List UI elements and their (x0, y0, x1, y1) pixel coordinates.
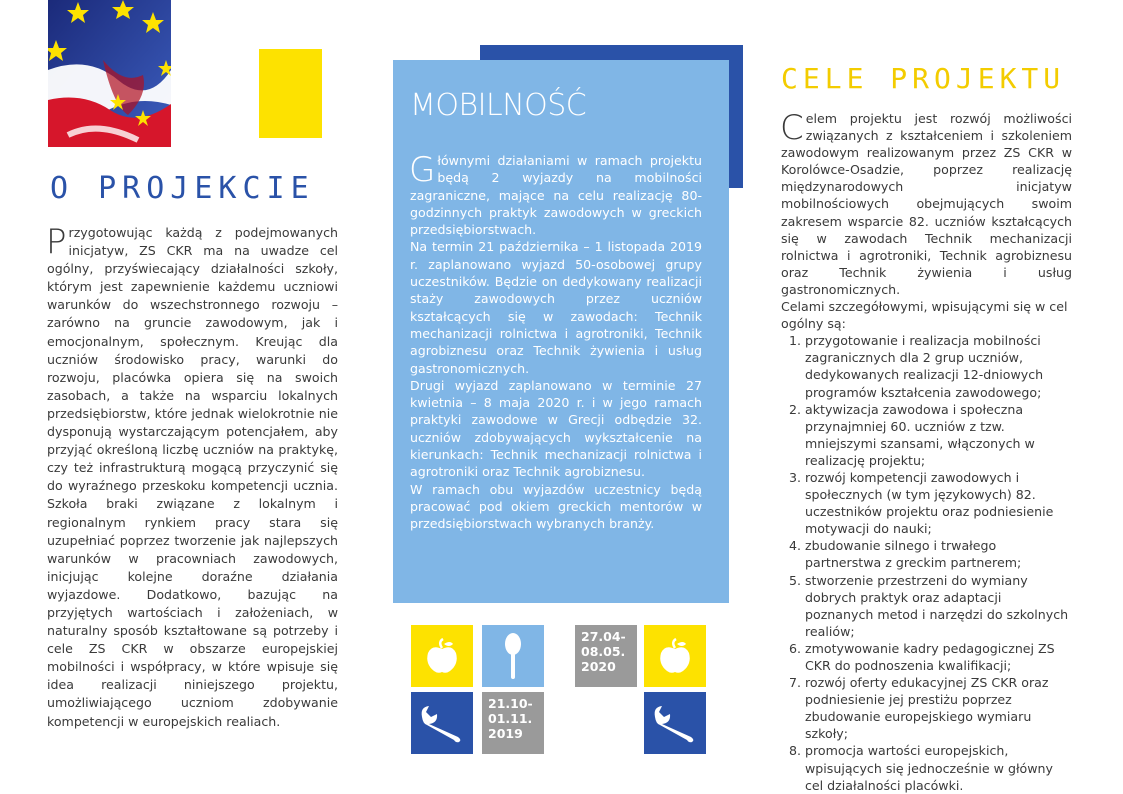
mobilnosc-paragraph (410, 152, 702, 238)
wrench-icon (644, 692, 706, 754)
dropcap: P (46, 222, 67, 262)
goals-list (781, 332, 1072, 794)
cele-paragraph (781, 110, 1072, 298)
mobilnosc-p1: łównymi działaniami w ramach projektu będą 2 wyjazdy na mobilności zagraniczne, mające na celu realizację 80-godzinnych praktyk zawodowych w greckich przedsiębiorstwach. (410, 153, 702, 238)
mobilnosc-text (410, 152, 702, 533)
goal-item: 7. rozwój oferty edukacyjnej ZS CKR oraz podniesienie jej prestiżu poprzez zbudowanie europejskiego wymiaru szkoły; (805, 674, 1072, 742)
goal-item: 4. zbudowanie silnego i trwałego partnerstwa z greckim partnerem; (805, 537, 1072, 571)
goal-item: 2. aktywizacja zawodowa i społeczna przynajmniej 60. uczniów z tzw. mniejszymi szansami, włączonych w realizację projektu; (805, 401, 1072, 469)
spoon-icon (482, 625, 544, 687)
section-heading-cele-projektu: CELE PROJEKTU (781, 62, 1066, 95)
cele-p1: elem projektu jest rozwój możliwości związanych z kształceniem i szkoleniem zawodowym realizowanym przez ZS CKR w Korolówce-Osadzie, poprzez realizację międzynarodowych inicjatyw mobilnościowych obejmujących swoim zakresem wsparcie 82. uczniów kształcących się w zawodach Technik mechanizacji rolnictwa i agrotroniki, Technik agrobiznesu oraz Technik żywienia i usług gastronomicznych. (781, 111, 1072, 297)
date-line: 2020 (581, 659, 616, 674)
date-line: 2019 (488, 726, 523, 741)
dropcap: C (780, 108, 804, 148)
eu-poland-flag-photo (48, 0, 171, 147)
section-heading-o-projekcie: O PROJEKCIE (50, 171, 315, 206)
mobilnosc-paragraph: Na termin 21 października – 1 listopada 2019 r. zaplanowano wyjazd 50-osobowej grupy uczestników. Będzie on dedykowany realizacji staży zawodowych przez uczniów kształcących się w zawodach: Technik mechanizacji rolnictwa i agrotroniki, Technik agrobiznesu oraz Technik żywienia i usług gastronomicznych. (410, 239, 702, 376)
goal-item: 1. przygotowanie i realizacja mobilności zagranicznych dla 2 grup uczniów, dedykowanych realizacji 12-dniowych programów kształcenia zawodowego; (805, 332, 1072, 400)
date-line: 21.10- (488, 696, 533, 711)
mobilnosc-paragraph: W ramach obu wyjazdów uczestnicy będą pracować pod okiem greckich mentorów w przedsiębiorstwach wybranych branży. (410, 481, 702, 532)
dropcap: G (409, 150, 436, 190)
decorative-yellow-square (259, 49, 322, 138)
apple-icon (411, 625, 473, 687)
wrench-icon (411, 692, 473, 754)
o-projekcie-text (47, 224, 338, 731)
o-projekcie-body: rzygotowując każdą z podejmowanych inicjatyw, ZS CKR ma na uwadze cel ogólny, przyświecający działalności szkoły, którym jest zapewnienie każdemu uczniowi warunków do wszechstronnego rozwoju – zarówno na gruncie zawodowym, jak i emocjonalnym, społecznym. Kreując dla uczniów środowisko pracy, warunki do rozwoju, placówka opiera się na swoich zasobach, a także na wsparciu lokalnych przedsiębiorstw, które jednak wielokrotnie nie dysponują wystarczającym potencjałem, aby przyjąć określoną liczbę uczniów na praktykę, czy też infrastrukturą mogącą przyczynić się do wyraźnego przeskoku kompetencji ucznia. Szkoła braki związane z lokalnym i regionalnym rynkiem pracy stara się uzupełniać poprzez tworzenie jak najlepszych warunków w pracowniach zawodowych, inicjując kolejne doraźne działania wyjazdowe. Dodatkowo, bazując na przyjętych wartościach i założeniach, w naturalny sposób kształtowane są potrzeby i cele ZS CKR w obszarze europejskiej mobilności i współpracy, w które wpisuje się idea realizacji niniejszego projektu, umożliwiającego uczniom zdobywanie kompetencji w europejskich realiach. (47, 225, 338, 729)
date-line: 01.11. (488, 711, 533, 726)
mobilnosc-paragraph: Drugi wyjazd zaplanowano w terminie 27 kwietnia – 8 maja 2020 r. i w jego ramach praktyki zawodowe w Grecji odbędzie 32. uczniów zdobywających wykształcenie na kierunkach: Technik mechanizacji rolnictwa i agrotroniki oraz Technik agrobiznesu. (410, 377, 702, 480)
goal-item: 8. promocja wartości europejskich, wpisujących się jednocześnie w główny cel działalności placówki. (805, 742, 1072, 793)
goal-item: 6. zmotywowanie kadry pedagogicznej ZS CKR do podnoszenia kwalifikacji; (805, 640, 1072, 674)
section-heading-mobilnosc: MOBILNOŚĆ (410, 88, 587, 123)
apple-icon (644, 625, 706, 687)
date-line: 27.04- (581, 629, 626, 644)
date-badge-first-trip (482, 692, 544, 754)
cele-paragraph: Celami szczegółowymi, wpisującymi się w cel ogólny są: (781, 299, 1068, 332)
goal-item: 3. rozwój kompetencji zawodowych i społecznych (w tym językowych) 82. uczestników projektu oraz podniesienie motywacji do nauki; (805, 469, 1072, 537)
date-badge-second-trip (575, 625, 637, 687)
date-line: 08.05. (581, 644, 626, 659)
cele-projektu-text (781, 110, 1072, 794)
goal-item: 5. stworzenie przestrzeni do wymiany dobrych praktyk oraz adaptacji poznanych metod i narzędzi do szkolnych realiów; (805, 572, 1072, 640)
